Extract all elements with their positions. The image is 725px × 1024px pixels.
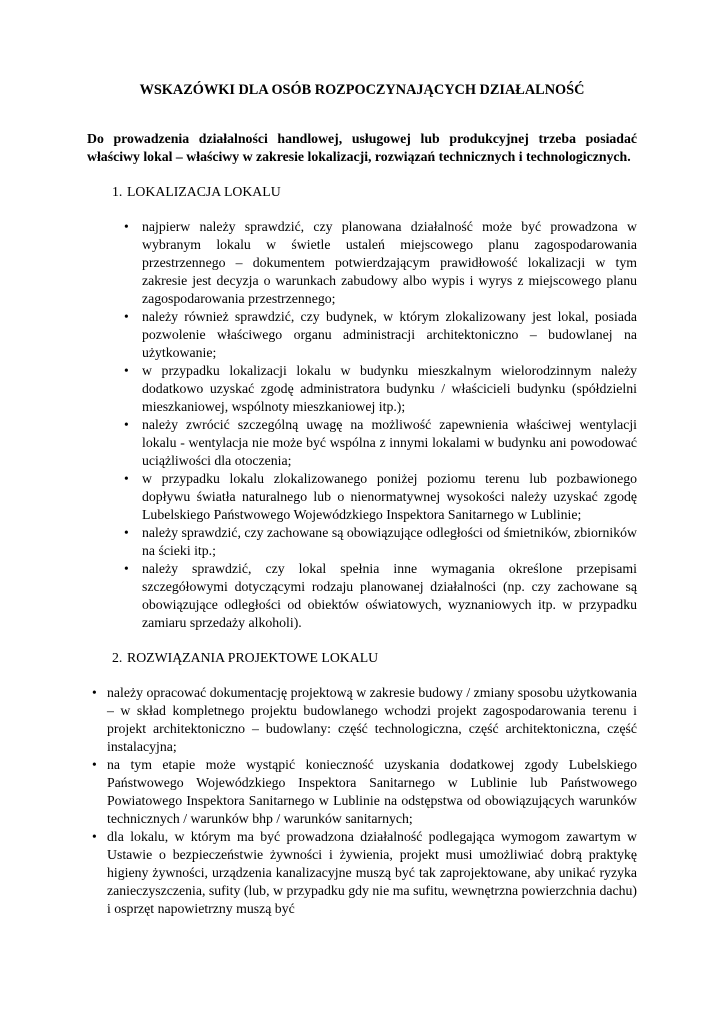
list-item [87, 362, 637, 416]
bullet-text: należy zwrócić szczególną uwagę na możliwość zapewnienia właściwej wentylacji lokalu - wentylacja nie może być wspólna z innymi lokalami w budynku ani powodować uciążliwości dla otoczenia; [142, 417, 637, 468]
bullet-text: należy opracować dokumentację projektową w zakresie budowy / zmiany sposobu użytkowania – w skład kompletnego projektu budowlanego wchodzi projekt zagospodarowania terenu i projekt architektoniczno – budowlany: część technologiczna, część architektoniczna, część instalacyjna; [107, 685, 637, 754]
bullet-icon: • [124, 471, 129, 486]
list-item [87, 470, 637, 524]
bullet-icon: • [92, 829, 97, 844]
section-2-bullet-list [87, 684, 637, 918]
section-1-number: 1. [112, 184, 123, 199]
bullet-icon: • [124, 309, 129, 324]
bullet-icon: • [124, 525, 129, 540]
list-item [87, 524, 637, 560]
bullet-text: dla lokalu, w którym ma być prowadzona działalność podlegająca wymogom zawartym w Ustawie o bezpieczeństwie żywności i żywienia, projekt musi umożliwiać dobrą praktykę higieny żywności, urządzenia kanalizacyjne muszą być tak zaprojektowane, aby unikać ryzyka zanieczyszczenia, sufity (lub, w przypadku gdy nie ma sufitu, wewnętrzna powierzchnia dachu) i osprzęt napowietrzny muszą być [107, 829, 637, 916]
bullet-text: należy sprawdzić, czy zachowane są obowiązujące odległości od śmietników, zbiorników na ścieki itp.; [142, 525, 637, 558]
bullet-text: w przypadku lokalu zlokalizowanego poniżej poziomu terenu lub pozbawionego dopływu światła naturalnego lub o nienormatywnej wysokości należy uzyskać zgodę Lubelskiego Państwowego Wojewódzkiego Inspektora Sanitarnego w Lublinie; [142, 471, 637, 522]
list-item [87, 828, 637, 918]
section-2-heading-label: ROZWIĄZANIA PROJEKTOWE LOKALU [127, 650, 379, 665]
section-1-heading [87, 183, 637, 201]
bullet-text: na tym etapie może wystąpić konieczność uzyskania dodatkowej zgody Lubelskiego Państwowego Wojewódzkiego Inspektora Sanitarnego w Lublinie lub Państwowego Powiatowego Inspektora Sanitarnego w Lublinie na odstępstwa od obowiązujących warunków technicznych / warunków bhp / warunków sanitarnych; [107, 757, 637, 826]
document-title: WSKAZÓWKI DLA OSÓB ROZPOCZYNAJĄCYCH DZIAŁALNOŚĆ [139, 82, 585, 98]
list-item [87, 308, 637, 362]
bullet-icon: • [124, 417, 129, 432]
section-2-heading [87, 649, 637, 667]
bullet-text: w przypadku lokalizacji lokalu w budynku mieszkalnym wielorodzinnym należy dodatkowo uzyskać zgodę administratora budynku / właścicieli budynku (spółdzielni mieszkaniowej, wspólnoty mieszkaniowej itp.); [142, 363, 637, 414]
list-item [87, 684, 637, 756]
section-1-heading-label: LOKALIZACJA LOKALU [127, 184, 281, 199]
intro-paragraph: Do prowadzenia działalności handlowej, usługowej lub produkcyjnej trzeba posiadać właściwy lokal – właściwy w zakresie lokalizacji, rozwiązań technicznych i technologicznych. [87, 131, 637, 164]
bullet-icon: • [124, 561, 129, 576]
list-item [87, 416, 637, 470]
list-item [87, 560, 637, 632]
bullet-text: najpierw należy sprawdzić, czy planowana działalność może być prowadzona w wybranym lokalu w świetle ustaleń miejscowego planu zagospodarowania przestrzennego – dokumentem potwierdzającym prawidłowość lokalizacji w tym zakresie jest decyzja o warunkach zabudowy albo wypis i wyrys z miejscowego planu zagospodarowania przestrzennego; [142, 219, 637, 306]
bullet-icon: • [124, 219, 129, 234]
bullet-text: należy sprawdzić, czy lokal spełnia inne wymagania określone przepisami szczegółowymi dotyczącymi rodzaju planowanej działalności (np. czy zachowane są obowiązujące odległości od obiektów oświatowych, wyznaniowych itp. w przypadku zamiaru sprzedaży alkoholi). [142, 561, 637, 630]
list-item [87, 756, 637, 828]
bullet-icon: • [124, 363, 129, 378]
section-1-bullet-list [87, 218, 637, 632]
list-item [87, 218, 637, 308]
section-2-number: 2. [112, 650, 123, 665]
bullet-icon: • [92, 757, 97, 772]
bullet-text: należy również sprawdzić, czy budynek, w którym zlokalizowany jest lokal, posiada pozwolenie właściwego organu administracji architektoniczno – budowlanej na użytkowanie; [142, 309, 637, 360]
bullet-icon: • [92, 685, 97, 700]
